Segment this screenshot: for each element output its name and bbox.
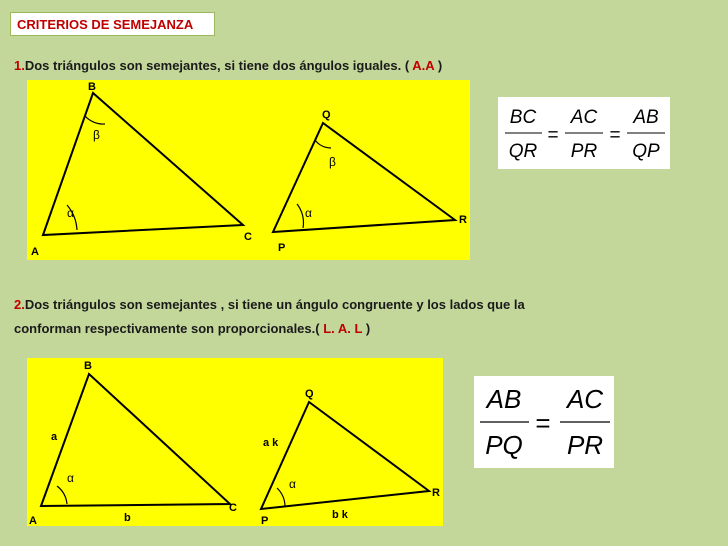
side-b: b [124, 512, 131, 524]
criterion-1-close: ) [434, 58, 443, 73]
side-a: a [51, 431, 58, 443]
page-title: CRITERIOS DE SEMEJANZA [17, 17, 194, 32]
vertex-q-2: Q [305, 388, 314, 400]
angle-alpha-4: α [289, 477, 296, 491]
criterion-2-figure [27, 358, 443, 526]
formula-2-den-2: PR [566, 430, 604, 460]
formula-1-equals-1: = [547, 125, 559, 146]
formula-1-num-1: BC [509, 107, 537, 128]
criterion-2-statement-1: Dos triángulos son semejantes , si tiene un ángulo congruente y los lados que la [24, 297, 525, 312]
vertex-p-2: P [261, 515, 269, 526]
formula-2-equation [474, 376, 614, 468]
vertex-c: C [244, 231, 252, 243]
formula-1-equals-2: = [609, 125, 621, 146]
formula-2-equals: = [535, 408, 551, 438]
criterion-1-formula [498, 97, 670, 169]
vertex-c-2: C [229, 502, 237, 514]
formula-2-num-2: AC [566, 384, 604, 414]
vertex-a: A [31, 246, 39, 258]
criterion-2-diagram [27, 358, 443, 526]
criterion-1-figure [27, 80, 470, 260]
criterion-1-text [14, 58, 442, 73]
formula-2-num-1: AB [486, 384, 522, 414]
criterion-1-statement: Dos triángulos son semejantes, si tiene dos ángulos iguales. ( [24, 58, 413, 73]
vertex-q: Q [322, 109, 331, 121]
triangle-abc-2 [41, 374, 230, 506]
formula-1-den-3: QP [632, 141, 660, 162]
criterion-2-statement-2: conforman respectivamente son proporcionales.( [14, 321, 324, 336]
angle-beta-1: β [93, 128, 100, 142]
formula-1-num-2: AC [570, 107, 598, 128]
vertex-r: R [459, 214, 467, 226]
vertex-b-2: B [84, 360, 92, 372]
formula-1-den-2: PR [570, 141, 598, 162]
criterion-1-number: 1. [14, 58, 25, 73]
formula-1-equation [498, 97, 670, 169]
vertex-a-2: A [29, 515, 37, 526]
criterion-2-line-2 [14, 321, 370, 336]
criterion-2-line-1 [14, 297, 525, 312]
formula-1-den-1: QR [508, 141, 538, 162]
criterion-2-formula [474, 376, 614, 468]
criterion-2-close: ) [362, 321, 371, 336]
angle-alpha-2: α [305, 206, 312, 220]
vertex-b: B [88, 81, 96, 93]
triangle-pqr [273, 123, 455, 232]
angle-alpha-3: α [67, 471, 74, 485]
criterion-1-diagram [27, 80, 470, 260]
formula-1-num-3: AB [633, 107, 659, 128]
title-box [10, 12, 215, 36]
vertex-r-2: R [432, 487, 440, 499]
triangle-pqr-2 [261, 402, 429, 509]
formula-2-den-1: PQ [485, 430, 523, 460]
angle-beta-2: β [329, 155, 336, 169]
criterion-2-number: 2. [14, 297, 25, 312]
criterion-1-code: A.A [412, 58, 435, 73]
angle-alpha-1: α [67, 206, 74, 220]
vertex-p: P [278, 242, 286, 254]
criterion-2-code: L. A. L [323, 321, 363, 336]
side-ak: a k [263, 437, 279, 449]
side-bk: b k [332, 509, 348, 521]
